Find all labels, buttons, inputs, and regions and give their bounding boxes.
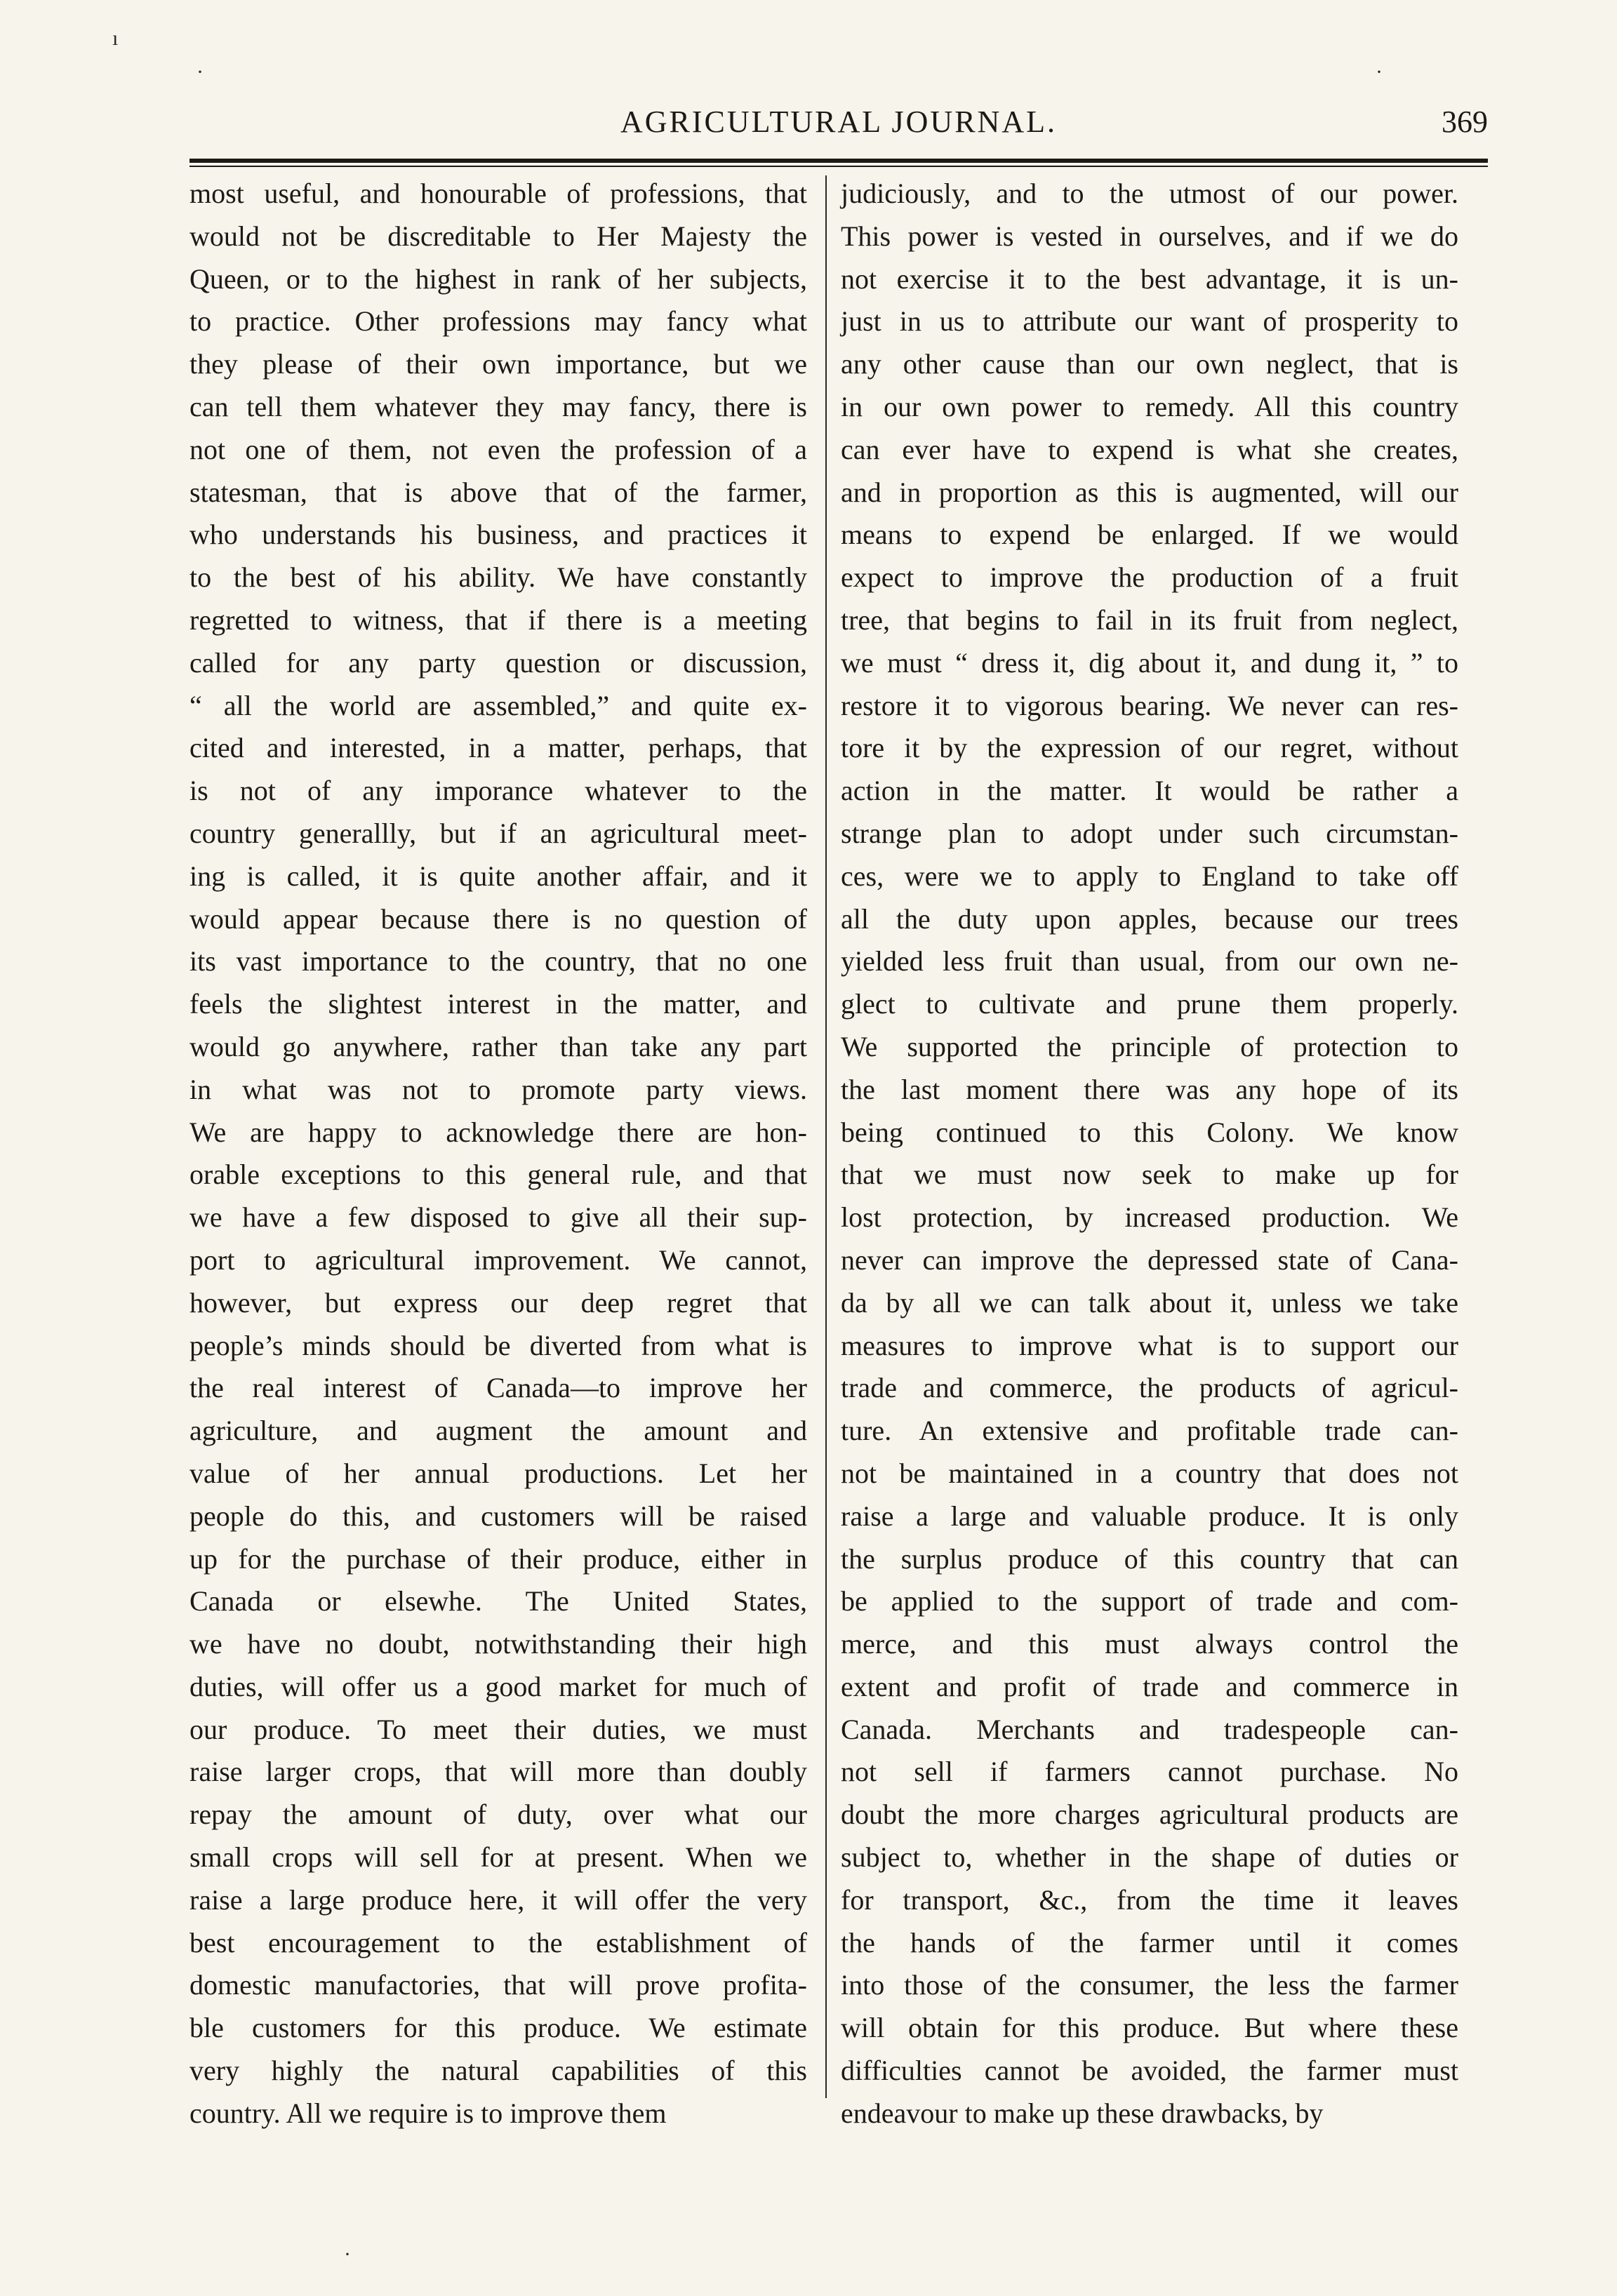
header-rule-thin: [189, 166, 1488, 167]
text-line: judiciously, and to the utmost of our power.: [841, 178, 1458, 209]
text-line: Queen, or to the highest in rank of her subjects,: [189, 262, 807, 295]
stray-mark: ı: [112, 27, 119, 50]
text-line: however, but express our deep regret that: [189, 1286, 807, 1319]
text-line: up for the purchase of their produce, either in: [189, 1542, 807, 1575]
text-line: most useful, and honourable of professions, that: [189, 178, 807, 209]
text-line: endeavour to make up these drawbacks, by: [841, 2097, 1324, 2129]
right-column: [841, 173, 1458, 2135]
text-line: in our own power to remedy. All this country: [841, 390, 1458, 422]
text-line: strange plan to adopt under such circumstan-: [841, 817, 1458, 849]
text-line: means to expend be enlarged. If we would: [841, 519, 1458, 551]
text-line: raise a large produce here, it will offer the very: [189, 1883, 807, 1916]
text-line: the last moment there was any hope of its: [841, 1073, 1458, 1105]
text-line: its vast importance to the country, that no one: [189, 945, 807, 977]
header-rule: [189, 159, 1488, 163]
text-line: we have a few disposed to give all their sup-: [189, 1201, 807, 1234]
text-line: and in proportion as this is augmented, will our: [841, 476, 1458, 508]
text-line: all the duty upon apples, because our trees: [841, 902, 1458, 935]
stray-dot: ·: [1376, 60, 1383, 84]
text-line: This power is vested in ourselves, and if we do: [841, 220, 1458, 252]
text-line: any other cause than our own neglect, that is: [841, 348, 1458, 380]
text-line: into those of the consumer, the less the farmer: [841, 1969, 1458, 2001]
text-line: ble customers for this produce. We estimate: [189, 2012, 807, 2044]
text-line: they please of their own importance, but we: [189, 348, 807, 380]
text-line: statesman, that is above that of the farmer,: [189, 476, 807, 508]
text-line: expect to improve the production of a fruit: [841, 561, 1458, 594]
text-line: never can improve the depressed state of Cana-: [841, 1243, 1458, 1276]
text-line: best encouragement to the establishment of: [189, 1926, 807, 1958]
text-line: not sell if farmers cannot purchase. No: [841, 1756, 1458, 1788]
text-line: doubt the more charges agricultural products are: [841, 1798, 1458, 1831]
page-number: 369: [1442, 105, 1488, 139]
text-line: the surplus produce of this country that can: [841, 1542, 1458, 1575]
text-line: orable exceptions to this general rule, and that: [189, 1159, 807, 1191]
text-line: country. All we require is to improve them: [189, 2097, 667, 2129]
text-line: raise larger crops, that will more than doubly: [189, 1756, 807, 1788]
text-line: will obtain for this produce. But where these: [841, 2012, 1458, 2044]
text-line: ing is called, it is quite another affair, and it: [189, 860, 807, 892]
text-line: just in us to attribute our want of prosperity to: [841, 305, 1458, 338]
column-divider: [825, 175, 827, 2098]
left-column: [189, 173, 807, 2135]
text-line: would appear because there is no question of: [189, 902, 807, 935]
text-line: repay the amount of duty, over what our: [189, 1798, 807, 1831]
text-line: we must “ dress it, dig about it, and dung it, ” to: [841, 646, 1458, 679]
text-line: port to agricultural improvement. We cannot,: [189, 1243, 807, 1276]
stray-dot: ·: [344, 2243, 351, 2266]
text-line: for transport, &c., from the time it leaves: [841, 1883, 1458, 1916]
text-line: not be maintained in a country that does not: [841, 1457, 1458, 1489]
text-line: we have no doubt, notwithstanding their high: [189, 1628, 807, 1660]
text-line: We are happy to acknowledge there are hon-: [189, 1116, 807, 1148]
text-line: Canada. Merchants and tradespeople can-: [841, 1713, 1458, 1745]
text-line: ces, were we to apply to England to take off: [841, 860, 1458, 892]
text-line: not one of them, not even the profession of a: [189, 433, 807, 465]
text-line: small crops will sell for at present. When we: [189, 1841, 807, 1874]
text-line: our produce. To meet their duties, we must: [189, 1713, 807, 1745]
text-line: ture. An extensive and profitable trade can-: [841, 1415, 1458, 1447]
text-line: called for any party question or discussion,: [189, 646, 807, 679]
text-line: difficulties cannot be avoided, the farmer must: [841, 2055, 1458, 2087]
text-line: measures to improve what is to support our: [841, 1329, 1458, 1361]
text-line: cited and interested, in a matter, perhaps, that: [189, 732, 807, 764]
text-line: in what was not to promote party views.: [189, 1073, 807, 1105]
text-line: country generallly, but if an agricultural meet-: [189, 817, 807, 849]
text-line: trade and commerce, the products of agricul-: [841, 1372, 1458, 1404]
text-line: raise a large and valuable produce. It is only: [841, 1500, 1458, 1532]
text-line: tree, that begins to fail in its fruit from neglect,: [841, 603, 1458, 636]
text-line: “ all the world are assembled,” and quite ex-: [189, 689, 807, 721]
text-line: merce, and this must always control the: [841, 1628, 1458, 1660]
text-line: glect to cultivate and prune them properly.: [841, 988, 1458, 1020]
text-line: subject to, whether in the shape of duties or: [841, 1841, 1458, 1874]
text-line: to practice. Other professions may fancy what: [189, 305, 807, 338]
text-line: can ever have to expend is what she creates,: [841, 433, 1458, 465]
text-line: people’s minds should be diverted from what is: [189, 1329, 807, 1361]
running-title: AGRICULTURAL JOURNAL.: [620, 105, 1057, 139]
text-line: agriculture, and augment the amount and: [189, 1415, 807, 1447]
text-line: action in the matter. It would be rather a: [841, 775, 1458, 807]
text-line: to the best of his ability. We have constantly: [189, 561, 807, 594]
text-line: lost protection, by increased production. We: [841, 1201, 1458, 1234]
text-line: is not of any imporance whatever to the: [189, 775, 807, 807]
text-line: that we must now seek to make up for: [841, 1159, 1458, 1191]
text-line: very highly the natural capabilities of this: [189, 2055, 807, 2087]
text-line: can tell them whatever they may fancy, there is: [189, 390, 807, 422]
text-line: domestic manufactories, that will prove profita-: [189, 1969, 807, 2001]
text-line: value of her annual productions. Let her: [189, 1457, 807, 1489]
text-line: would go anywhere, rather than take any part: [189, 1030, 807, 1062]
text-line: da by all we can talk about it, unless we take: [841, 1286, 1458, 1319]
text-line: the hands of the farmer until it comes: [841, 1926, 1458, 1958]
text-line: the real interest of Canada—to improve her: [189, 1372, 807, 1404]
text-line: yielded less fruit than usual, from our own ne-: [841, 945, 1458, 977]
text-line: being continued to this Colony. We know: [841, 1116, 1458, 1148]
text-line: people do this, and customers will be raised: [189, 1500, 807, 1532]
text-line: be applied to the support of trade and com-: [841, 1585, 1458, 1617]
text-line: regretted to witness, that if there is a meeting: [189, 603, 807, 636]
text-line: not exercise it to the best advantage, it is un-: [841, 262, 1458, 295]
text-line: Canada or elsewhe. The United States,: [189, 1585, 807, 1617]
text-line: who understands his business, and practices it: [189, 519, 807, 551]
page-header: [189, 104, 1488, 153]
text-line: feels the slightest interest in the matter, and: [189, 988, 807, 1020]
text-line: restore it to vigorous bearing. We never can res-: [841, 689, 1458, 721]
text-line: extent and profit of trade and commerce in: [841, 1670, 1458, 1702]
text-line: We supported the principle of protection to: [841, 1030, 1458, 1062]
text-line: tore it by the expression of our regret, without: [841, 732, 1458, 764]
text-line: duties, will offer us a good market for much of: [189, 1670, 807, 1702]
stray-dot: ·: [197, 60, 204, 84]
text-line: would not be discreditable to Her Majesty the: [189, 220, 807, 252]
